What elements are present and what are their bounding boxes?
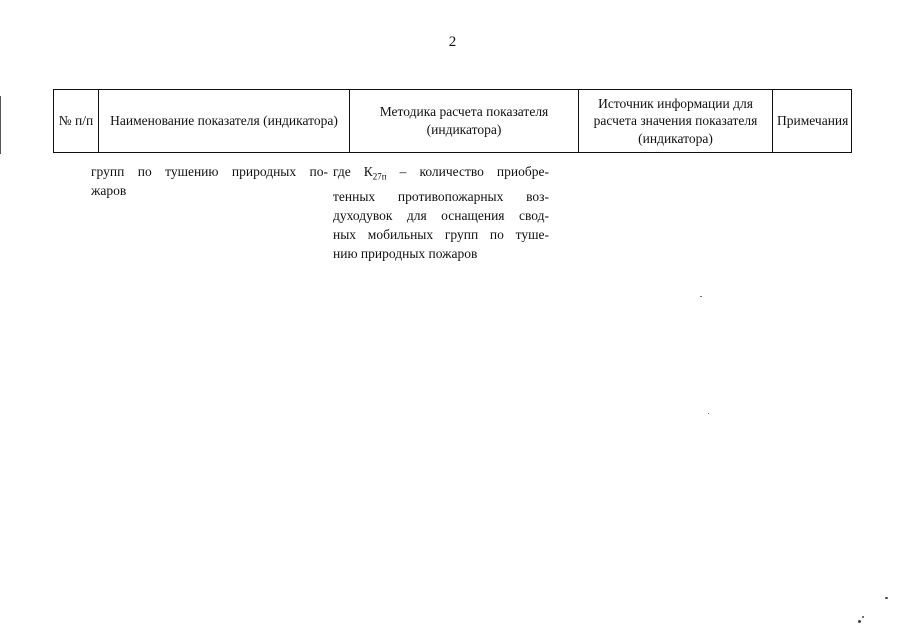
indicator-table-header [53, 89, 852, 153]
formula-subscript: 27п [372, 171, 387, 182]
page-number: 2 [448, 34, 457, 50]
scan-speck [885, 597, 888, 599]
row-method-line [333, 162, 549, 187]
row-method-line: нию природных пожаров [333, 245, 478, 261]
row-name-line: групп по тушению природных по- [91, 164, 328, 179]
row-method-line: ных мобильных групп по туше- [333, 226, 549, 242]
formula-suffix: – количество приобре- [386, 164, 549, 179]
margin-rule [0, 96, 1, 154]
row-method-cell [333, 162, 549, 263]
header-source: Источник информации для расчета значения показателя (индикатора) [579, 90, 773, 153]
scan-speck [858, 620, 861, 623]
scan-speck [862, 616, 864, 618]
header-name: Наименование показателя (индикатора) [99, 90, 350, 153]
row-name-line: жаров [91, 183, 127, 198]
scan-speck [708, 413, 709, 414]
formula-prefix: где К [333, 164, 373, 179]
row-method-line: духодувок для оснащения свод- [333, 207, 549, 223]
row-name-cell [91, 162, 328, 200]
header-method: Методика расчета показателя (индикатора) [350, 90, 579, 153]
header-num: № п/п [54, 90, 99, 153]
scan-speck [700, 296, 702, 297]
header-notes: Примечания [773, 90, 852, 153]
row-method-line: тенных противопожарных воз- [333, 188, 549, 204]
